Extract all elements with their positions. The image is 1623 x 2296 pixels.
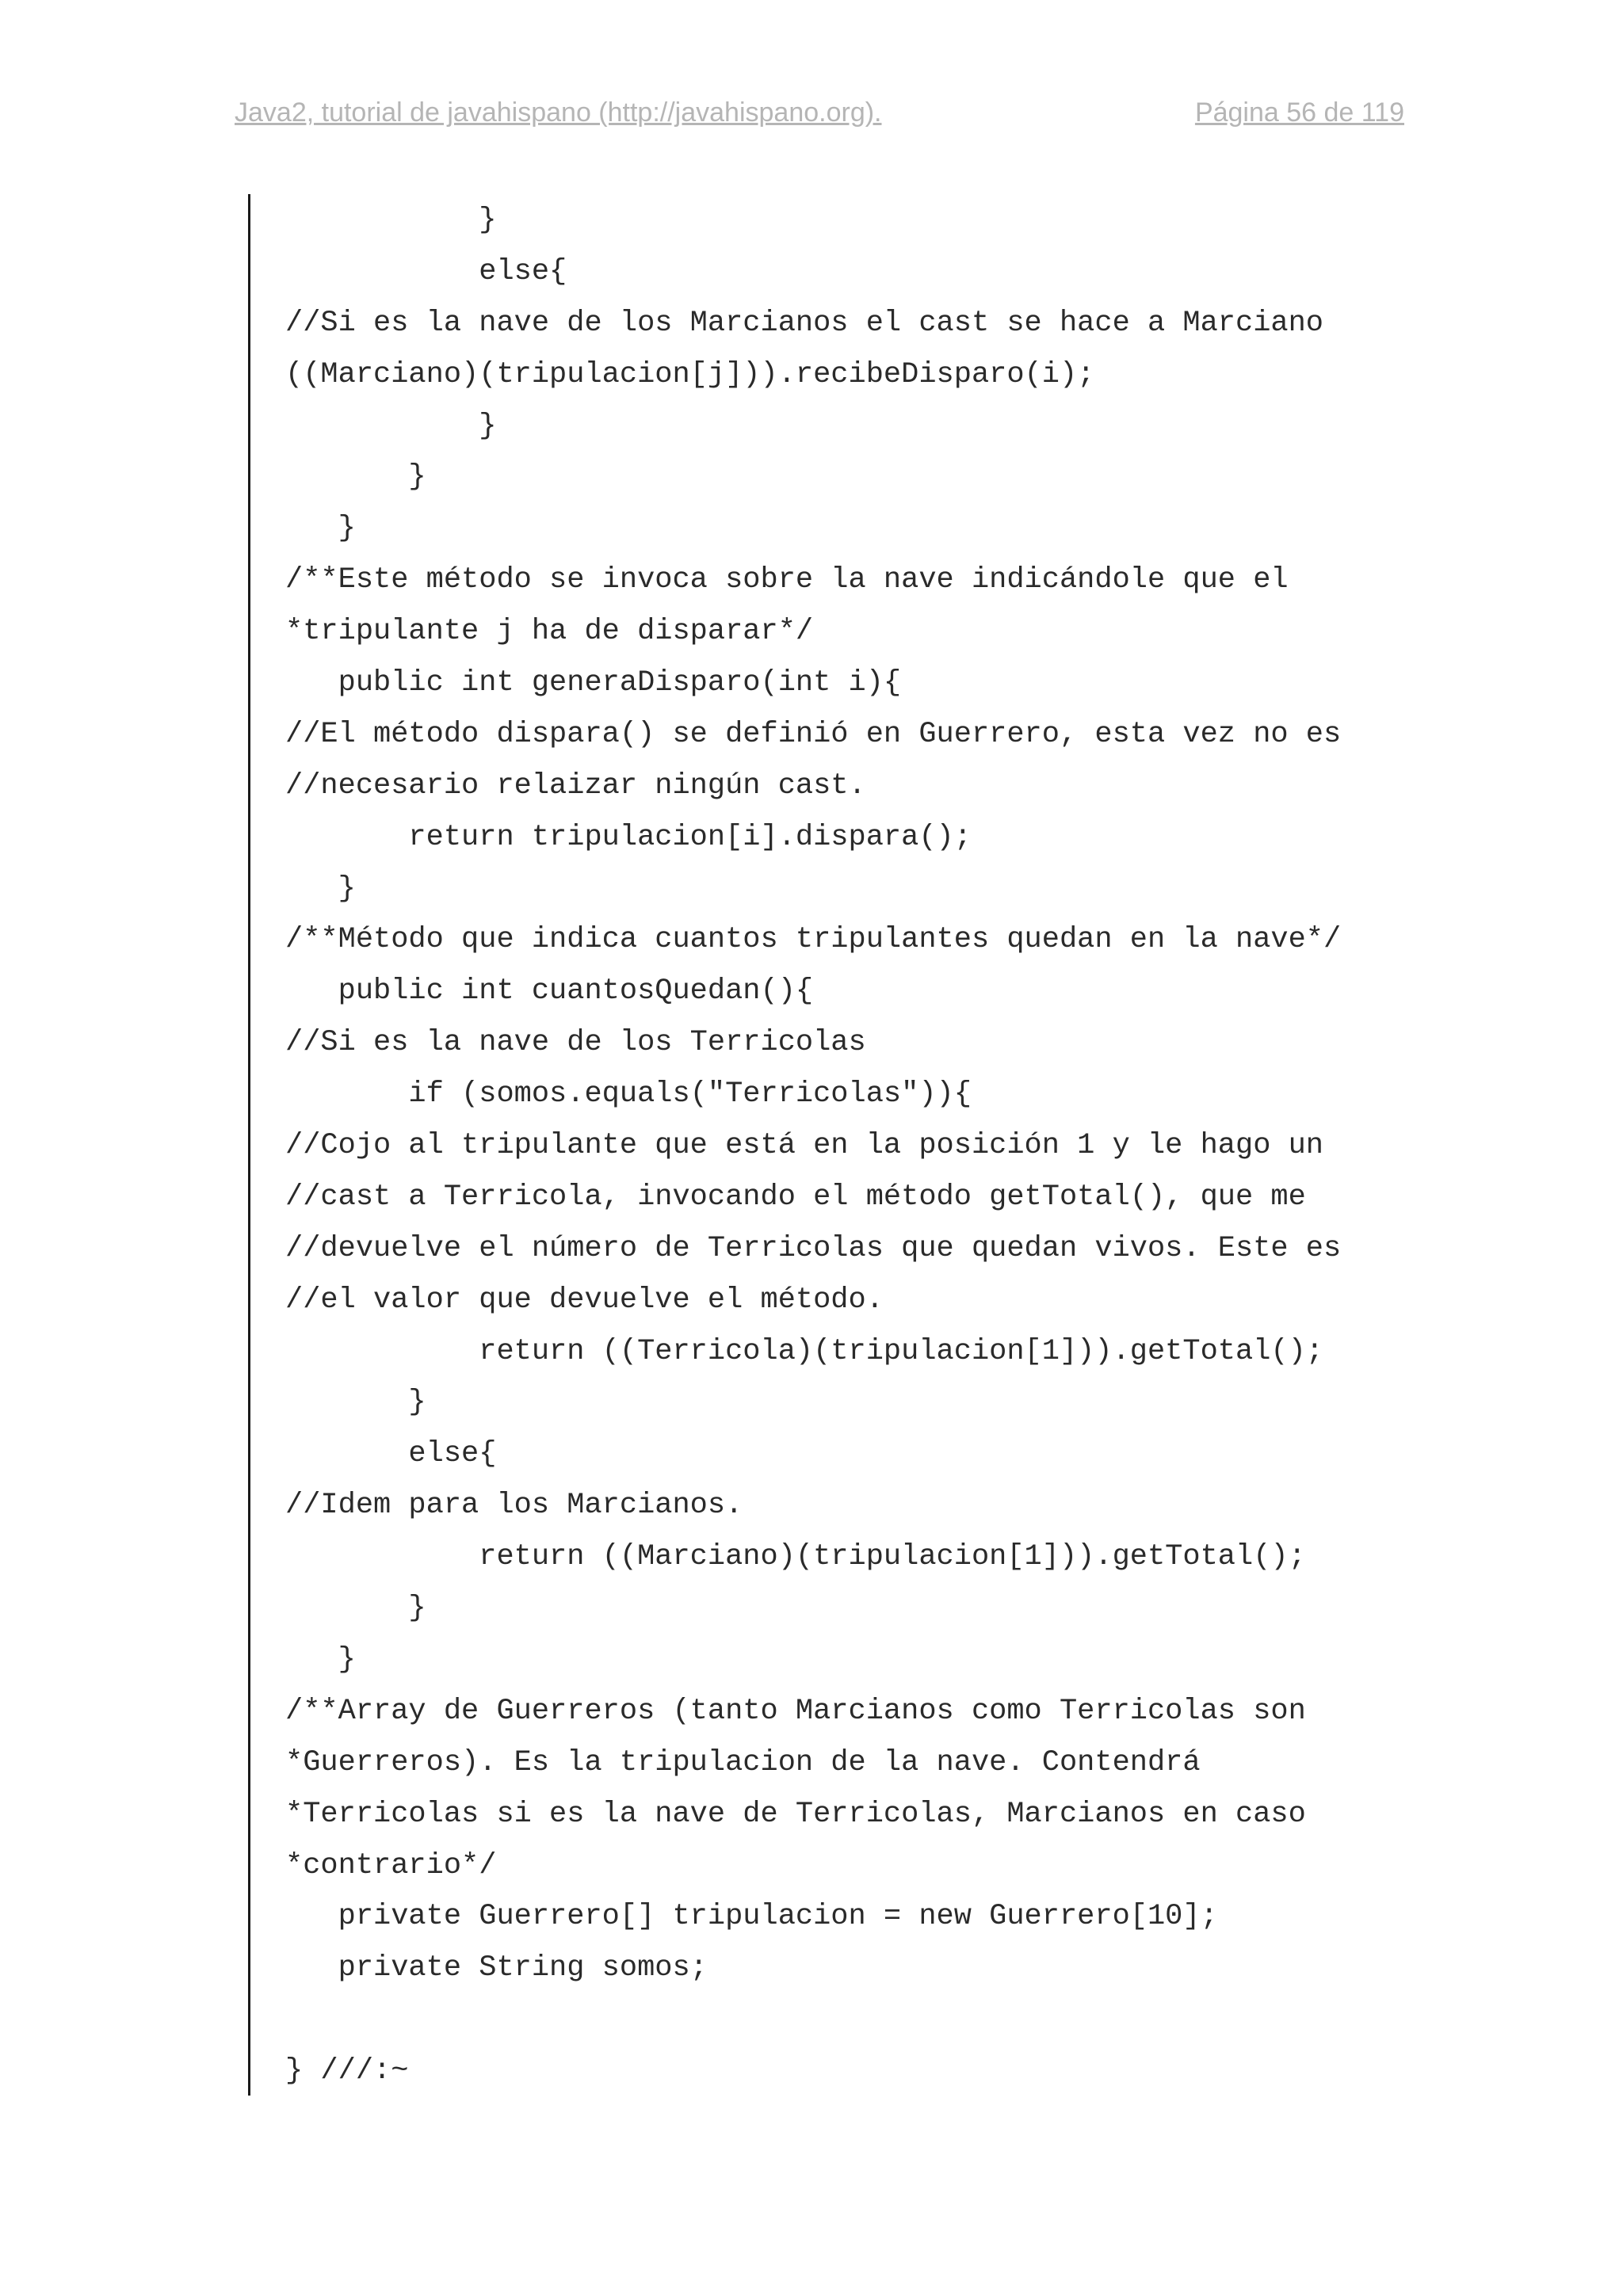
code-line: //El método dispara() se definió en Guerrero, esta vez no es	[285, 717, 1342, 751]
page-number: Página 56 de 119	[1194, 97, 1404, 128]
code-line: }	[285, 460, 426, 494]
code-line: /**Array de Guerreros (tanto Marcianos como Terricolas son	[285, 1694, 1306, 1728]
code-line: }	[285, 1592, 426, 1626]
code-line: else{	[285, 254, 567, 288]
code-line: /**Método que indica cuantos tripulantes quedan en la nave*/	[285, 923, 1342, 957]
header-title-link[interactable]: Java2, tutorial de javahispano (http://javahispano.org).	[235, 97, 882, 128]
code-line: }	[285, 1386, 426, 1420]
code-line: //devuelve el número de Terricolas que quedan vivos. Este es	[285, 1231, 1342, 1265]
code-line: //Si es la nave de los Marcianos el cast se hace a Marciano	[285, 306, 1324, 340]
code-line: //el valor que devuelve el método.	[285, 1283, 884, 1317]
code-block	[285, 195, 1411, 2097]
code-line: if (somos.equals("Terricolas")){	[285, 1077, 972, 1112]
code-line: return ((Marciano)(tripulacion[1])).getTotal();	[285, 1540, 1306, 1574]
code-line: return ((Terricola)(tripulacion[1])).getTotal();	[285, 1334, 1324, 1368]
code-line: *Terricolas si es la nave de Terricolas, Marcianos en caso	[285, 1797, 1306, 1831]
code-line: } ///:~	[285, 2054, 409, 2088]
code-line: //Idem para los Marcianos.	[285, 1489, 743, 1523]
code-line: *Guerreros). Es la tripulacion de la nave. Contendrá	[285, 1745, 1201, 1779]
code-line: }	[285, 512, 356, 546]
code-line: *contrario*/	[285, 1848, 497, 1882]
code-line: //necesario relaizar ningún cast.	[285, 769, 866, 803]
code-line: }	[285, 409, 497, 443]
code-line: *tripulante j ha de disparar*/	[285, 615, 814, 649]
code-line: //cast a Terricola, invocando el método getTotal(), que me	[285, 1180, 1306, 1214]
code-line: public int generaDisparo(int i){	[285, 666, 902, 700]
code-line: //Cojo al tripulante que está en la posición 1 y le hago un	[285, 1129, 1324, 1163]
code-line: /**Este método se invoca sobre la nave indicándole que el	[285, 563, 1289, 597]
code-line: }	[285, 204, 497, 237]
code-line: }	[285, 871, 356, 906]
page-header	[235, 95, 1404, 130]
code-line: return tripulacion[i].dispara();	[285, 820, 972, 854]
code-line: ((Marciano)(tripulacion[j])).recibeDisparo(i);	[285, 357, 1095, 391]
code-line: }	[285, 1642, 356, 1676]
code-line: public int cuantosQuedan(){	[285, 974, 814, 1009]
code-block-border	[248, 194, 250, 2096]
code-line: private Guerrero[] tripulacion = new Guerrero[10];	[285, 1900, 1218, 1934]
code-line: else{	[285, 1437, 497, 1471]
code-line: //Si es la nave de los Terricolas	[285, 1026, 866, 1060]
code-line	[285, 1994, 1411, 2046]
code-line: private String somos;	[285, 1951, 708, 1985]
